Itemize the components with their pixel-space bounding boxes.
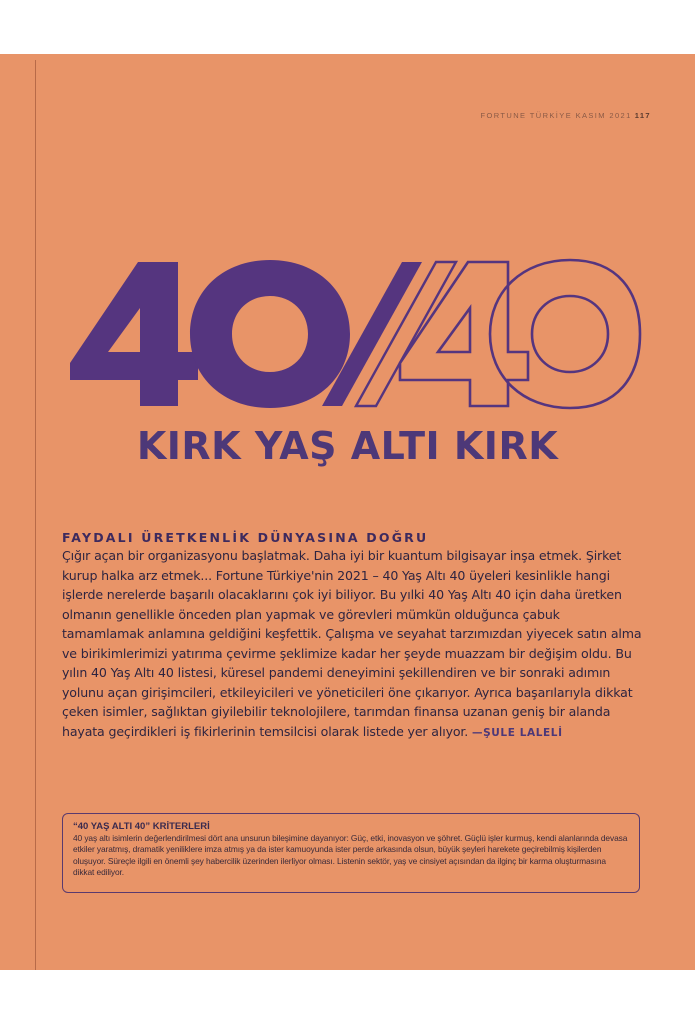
margin-rule (35, 60, 36, 970)
lead-paragraph (62, 546, 642, 743)
page-number: 117 (634, 111, 651, 120)
forty-under-forty-logo (60, 258, 645, 413)
criteria-title: “40 YAŞ ALTI 40” KRİTERLERİ (73, 821, 210, 832)
section-heading: FAYDALI ÜRETKENLİK DÜNYASINA DOĞRU (62, 530, 429, 545)
logo-outline-40 (400, 260, 640, 408)
criteria-box (62, 813, 640, 893)
page-title: KIRK YAŞ ALTI KIRK (136, 424, 559, 468)
logo-solid-40 (70, 260, 350, 408)
running-head-text: FORTUNE TÜRKİYE KASIM 2021 (480, 111, 632, 120)
lead-text: Çığır açan bir organizasyonu başlatmak. Daha iyi bir kuantum bilgisayar inşa etmek. Şirket kurup halka arz etmek... Fortune Türkiye'nin 2021 – 40 Yaş Altı 40 üyeleri kesinlikle hangi işlerde nerelerde başarılı olacaklarını çok iyi biliyor. Bu yılki 40 Yaş Altı 40 için daha üretken olmanın genellikle önceden plan yapmak ve görevleri mümkün olduğunca çabuk tamamlamak anlamına geldiğini keşfettik. Çalışma ve seyahat tarzımızdan yiyecek satın alma ve birikimlerimizi yatırıma çevirme şeklimize kadar her şeyde muazzam bir değişim oldu. Bu yılın 40 Yaş Altı 40 listesi, küresel pandemi deneyimini şekillendiren ve bir sonraki adımın yolunu açan girişimcileri, etkileyicileri ve yöneticileri öne çıkarıyor. Ayrıca başarılarıyla dikkat çeken isimler, sağlıktan giyilebilir teknolojilere, tarımdan finansa uzanan geniş bir alanda hayata geçirdikleri iş fikirlerinin temsilcisi olarak listede yer alıyor. (62, 548, 642, 739)
criteria-text: 40 yaş altı isimlerin değerlendirilmesi dört ana unsurun bileşimine dayanıyor: Güç, etki, inovasyon ve şöhret. Güçlü işler kurmuş, kendi alanlarında devasa etkiler yaratmış, dramatik yeniliklere imza atmış ya da ister kamuoyunda ister perde arkasında olsun, büyük şeyleri harekete geçirebilmiş kişilerden oluşuyor. Süreçle ilgili en önemli şey habercilik üzerinden ilerliyor olması. Listenin sektör, yaş ve cinsiyet açısından da ilginç bir karma oluşturmasına dikkat ediliyor. (73, 833, 628, 878)
author-byline: —ŞULE LALELİ (472, 726, 563, 739)
running-header (481, 111, 651, 120)
